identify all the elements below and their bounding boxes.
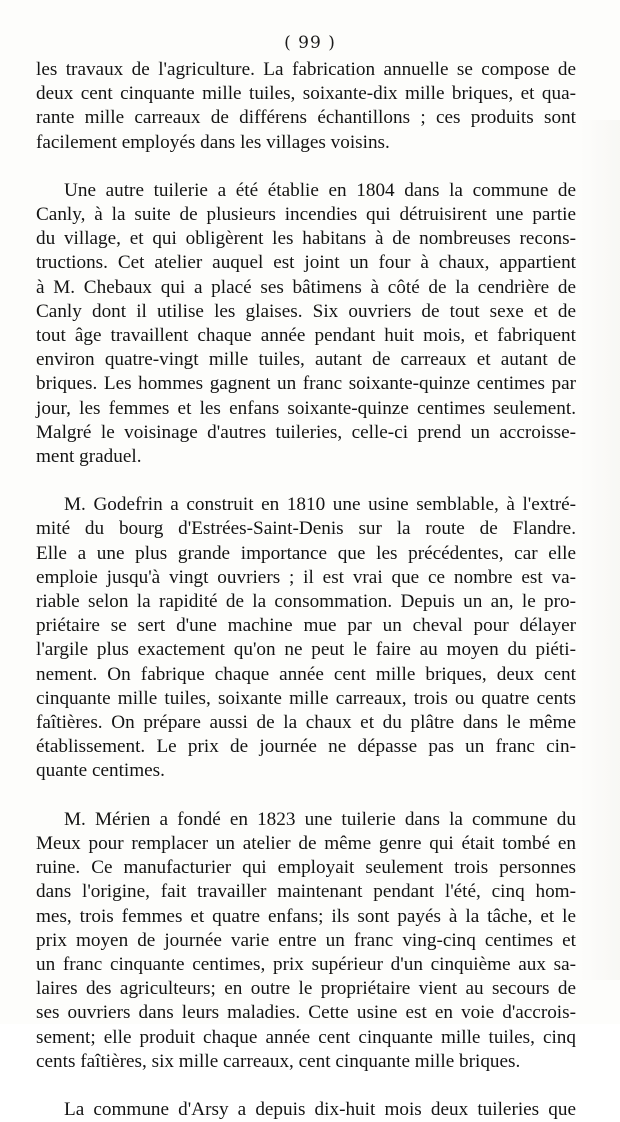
text-line: Canly dont il utilise les glaises. Six ouvriers de tout sexe et de [36,300,576,322]
text-line: dans l'origine, fait travailler maintenant pendant l'été, cinq hom- [36,881,576,903]
text-line: établissement. Le prix de journée ne dépasse pas un franc cin- [36,736,576,758]
text-line: nement. On fabrique chaque année cent mille briques, deux cent [36,663,576,685]
page-number: ( 99 ) [284,33,336,53]
paragraph-gap [36,469,576,493]
text-line: Une autre tuilerie a été établie en 1804 dans la commune de [64,179,576,201]
text-line: deux cent cinquante mille tuiles, soixante-dix mille briques, et qua- [36,83,576,105]
paragraph-godefrin [36,493,576,783]
paragraph-canly [36,179,576,469]
text-line: un franc cinquante centimes, prix supérieur d'un cinquième aux sa- [36,953,576,975]
text-line: ses ouvriers dans leurs maladies. Cette usine est en voie d'accrois- [36,1002,576,1024]
text-line: l'argile plus exactement qu'on ne peut le faire au moyen du piéti- [36,639,576,661]
text-line: emploie jusqu'à vingt ouvriers ; il est vrai que ce nombre est va- [36,566,576,588]
text-line: briques. Les hommes gagnent un franc soixante-quinze centimes par [36,373,576,395]
text-line: laires des agriculteurs; en outre le propriétaire vient au secours de [36,978,576,1000]
text-line: ment graduel. [36,446,142,468]
text-line: priétaire se sert d'une machine mue par un cheval pour délayer [36,615,576,637]
text-line: Elle a une plus grande importance que les précédentes, car elle [36,542,576,564]
text-line: sement; elle produit chaque année cent cinquante mille tuiles, cinq [36,1026,576,1048]
text-line: cents faîtières, six mille carreaux, cent cinquante mille briques. [36,1050,521,1072]
text-line: les travaux de l'agriculture. La fabrication annuelle se compose de [36,59,576,80]
text-line: quante centimes. [36,760,165,782]
text-line: tructions. Cet atelier auquel est joint un four à chaux, appartient [36,252,576,274]
paragraph-continuation [36,58,576,155]
text-line: cinquante mille tuiles, soixante mille carreaux, trois ou quatre cents [36,687,576,709]
text-line: rante mille carreaux de différens échantillons ; ces produits sont [36,107,576,129]
text-line: prix moyen de journée varie entre un franc ving-cinq centimes et [36,929,576,951]
text-line: tout âge travaillent chaque année pendant huit mois, et fabriquent [36,325,576,347]
text-line: du village, et qui obligèrent les habitans à de nombreuses recons- [36,228,576,250]
paragraph-merien [36,808,576,1074]
text-line: Malgré le voisinage d'autres tuileries, celle-ci prend un accroisse- [36,421,576,443]
text-line: M. Mérien a fondé en 1823 une tuilerie dans la commune du [64,808,576,830]
text-line: riable selon la rapidité de la consommation. Depuis un an, le pro- [36,591,576,613]
page-body [36,58,576,1122]
text-line: Meux pour remplacer un atelier de même genre qui était tombé en [36,832,576,854]
text-line: faîtières. On prépare aussi de la chaux et du plâtre dans le même [36,712,576,734]
paragraph-gap [36,1074,576,1098]
text-line: Canly, à la suite de plusieurs incendies qui détruisirent une partie [36,204,576,226]
text-line: facilement employés dans les villages voisins. [36,131,390,153]
text-line: M. Godefrin a construit en 1810 une usine semblable, à l'extré- [64,494,576,516]
paragraph-gap [36,155,576,179]
paragraph-gap [36,784,576,808]
text-line: La commune d'Arsy a depuis dix-huit mois deux tuileries que [64,1098,576,1120]
paragraph-arsy [36,1098,576,1122]
text-line: environ quatre-vingt mille tuiles, autant de carreaux et autant de [36,349,576,371]
text-line: ruine. Ce manufacturier qui employait seulement trois personnes [36,857,576,879]
page-shadow [580,120,620,980]
text-line: jour, les femmes et les enfans soixante-quinze centimes seulement. [36,397,576,419]
text-line: à M. Chebaux qui a placé ses bâtimens à côté de la cendrière de [36,276,576,298]
text-line: mes, trois femmes et quatre enfans; ils sont payés à la tâche, et le [36,905,576,927]
text-line: mité du bourg d'Estrées-Saint-Denis sur la route de Flandre. [36,518,576,540]
